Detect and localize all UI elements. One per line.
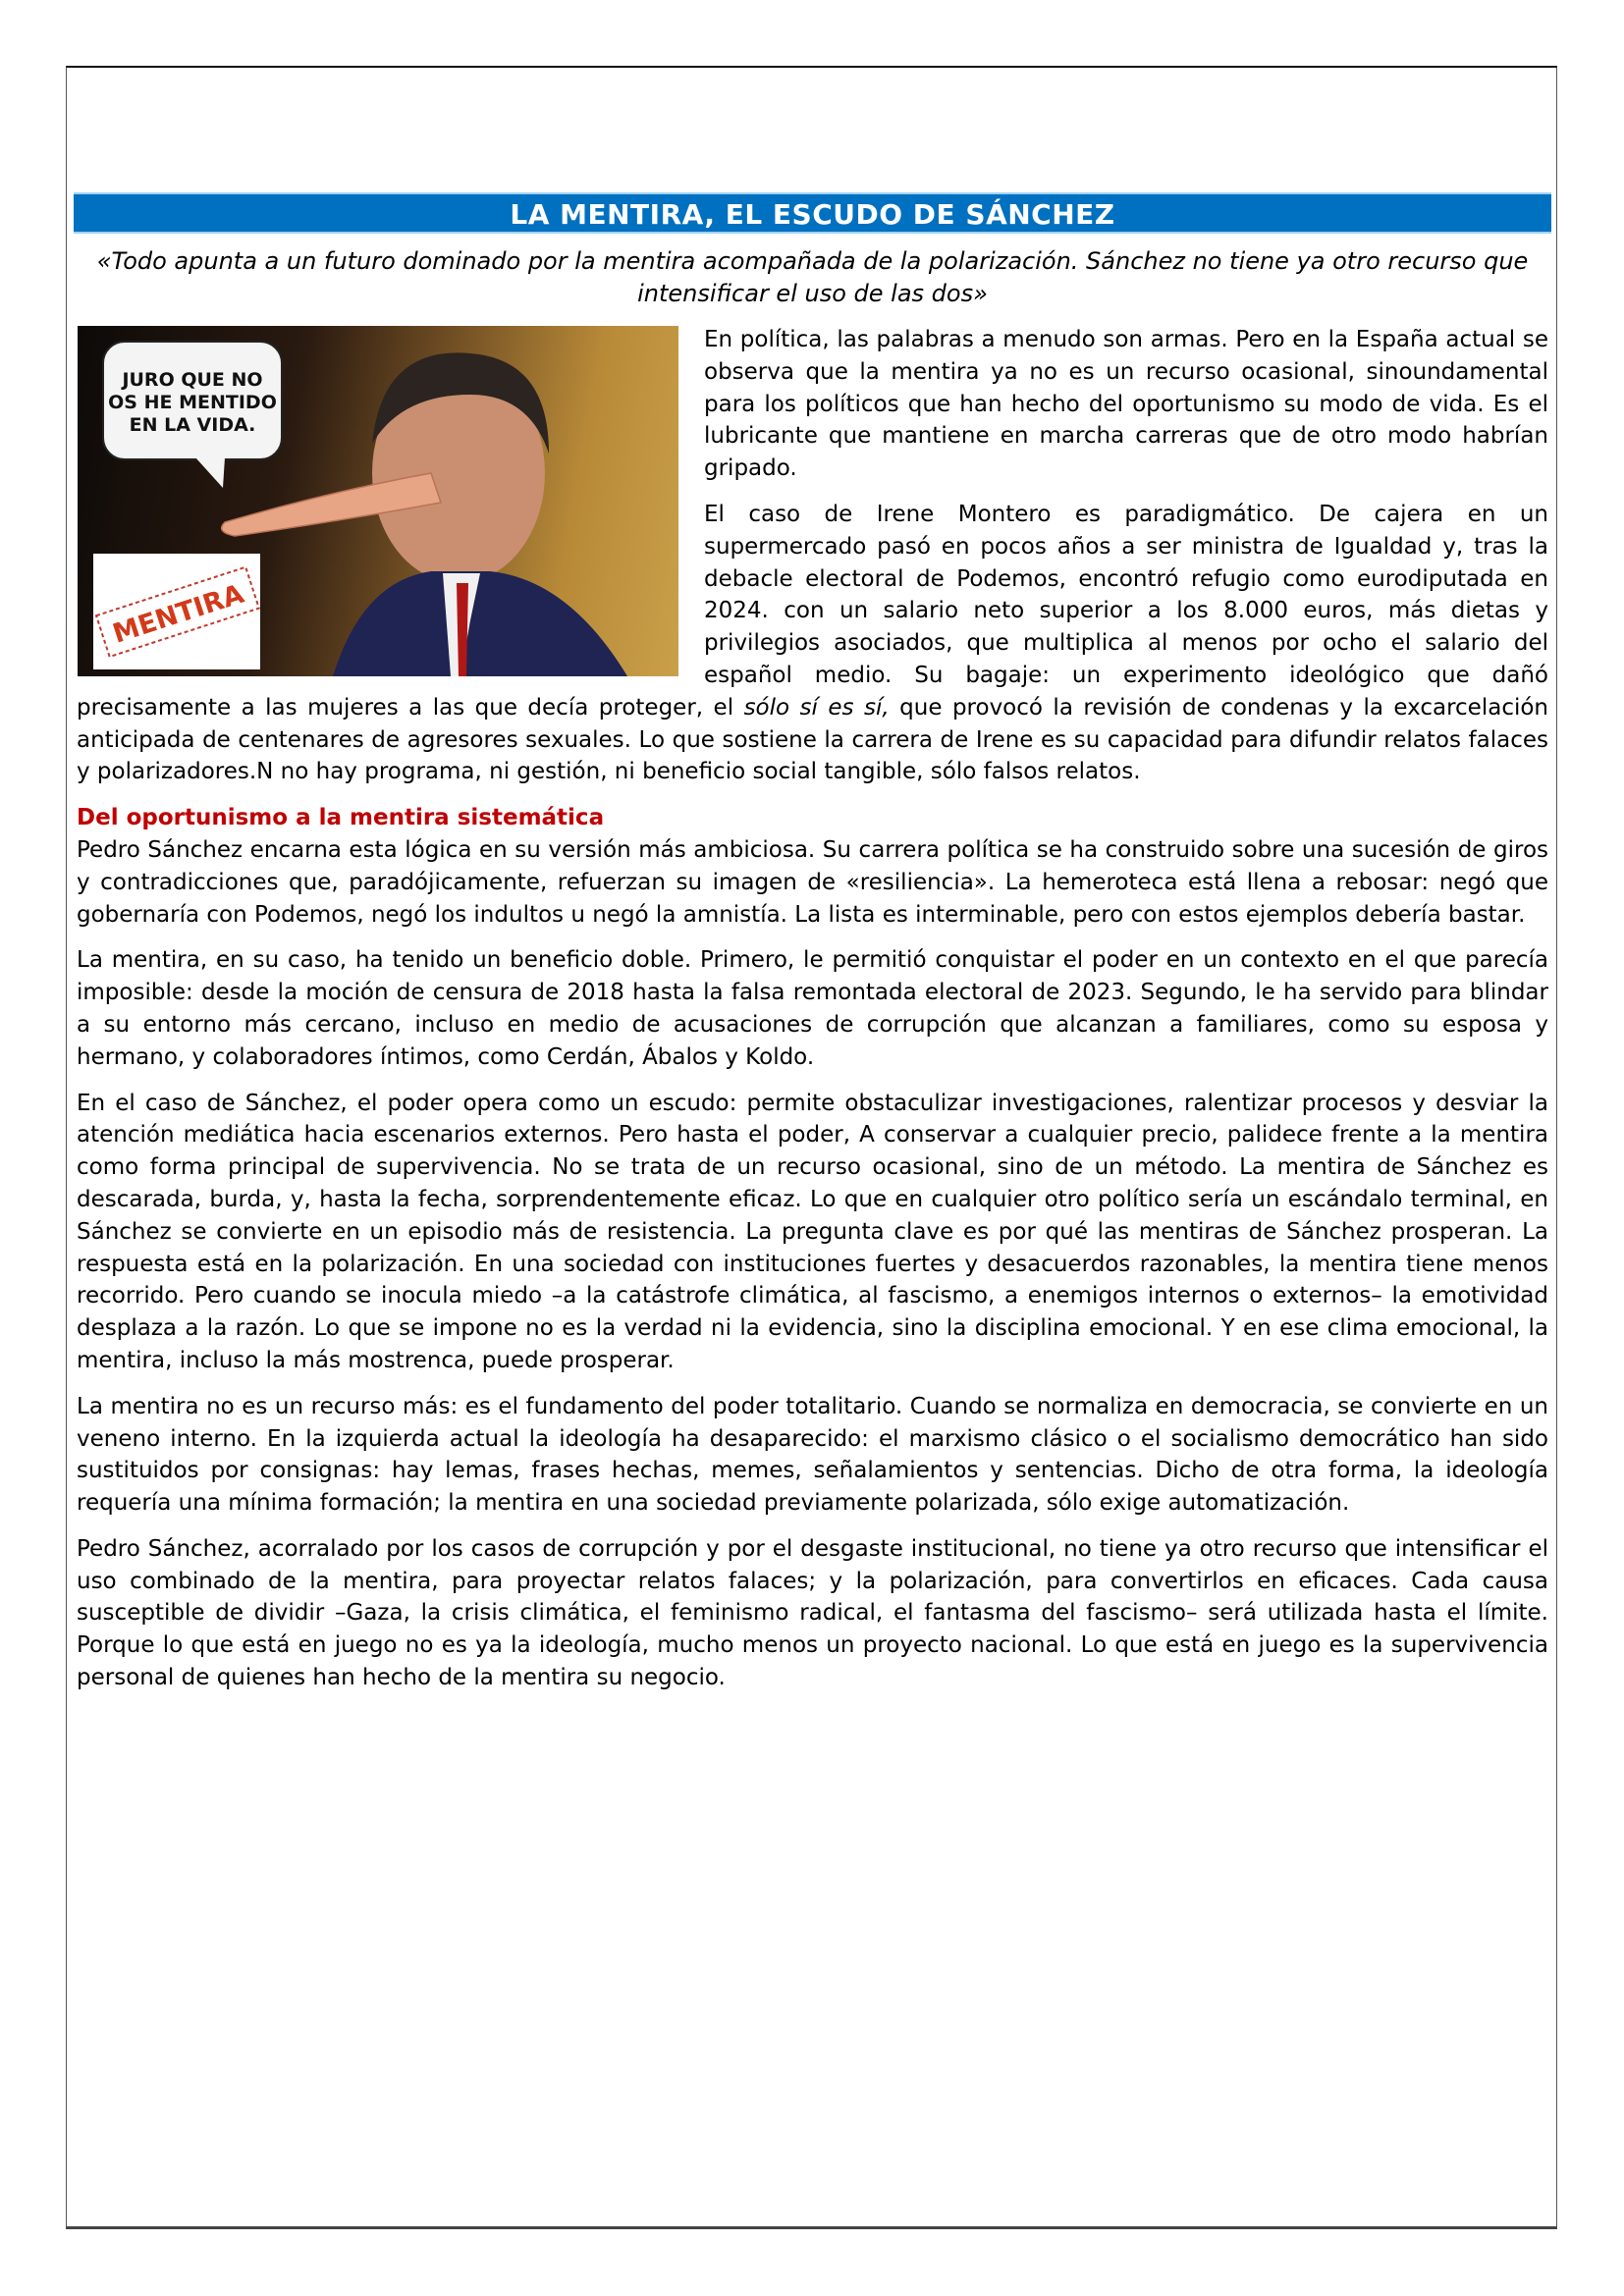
article-title: LA MENTIRA, EL ESCUDO DE SÁNCHEZ <box>74 192 1551 234</box>
paragraph-1: En política, las palabras a menudo son armas. Pero en la España actual se observa que la mentira ya no es un recurso ocasional, sinoundamental para los políticos que han hecho del oportunismo su modo de vida. Es el lubricante que mantiene en marcha carreras que de otro modo habrían gripado. <box>704 327 1548 482</box>
stamp-text: MENTIRA <box>109 578 248 650</box>
speech-line-1: JURO QUE NO <box>122 369 263 391</box>
suit <box>333 571 627 676</box>
paragraph-4: La mentira, en su caso, ha tenido un beneficio doble. Primero, le permitió conquistar el poder en un contexto en el que parecía imposible: desde la moción de censura de 2018 hasta la falsa remontada electoral de 2023. Segundo, le ha servido para blindar a su entorno más cercano, incluso en medio de acusaciones de corrupción que alcanzan a familiares, como su esposa y hermano, y colaboradores íntimos, como Cerdán, Ábalos y Koldo. <box>77 947 1548 1070</box>
paragraph-5: En el caso de Sánchez, el poder opera como un escudo: permite obstaculizar investigaciones, ralentizar procesos y desviar la atención mediática hacia escenarios externos. Pero hasta el poder, A conservar a cualquier precio, palidece frente a la mentira como forma principal de supervivencia. No se trata de un recurso ocasional, sino de un método. La mentira de Sánchez es descarada, burda, y, hasta la fecha, sorprendentemente eficaz. Lo que en cualquier otro político sería un escándalo terminal, en Sánchez se convierte en un episodio más de resistencia. La pregunta clave es por qué las mentiras de Sánchez prosperan. La respuesta está en la polarización. En una sociedad con instituciones fuertes y desacuerdos razonables, la mentira tiene menos recorrido. Pero cuando se inocula miedo –a la catástrofe climática, al fascismo, a enemigos internos o externos– la emotividad desplaza a la razón. Lo que se impone no es la verdad ni la evidencia, sino la disciplina emocional. Y en ese clima emocional, la mentira, incluso la más mostrenca, puede prosperar. <box>77 1090 1548 1373</box>
speech-bubble-tail <box>195 457 225 488</box>
caricature-illustration <box>78 326 678 676</box>
lead-quote: «Todo apunta a un futuro dominado por la mentira acompañada de la polarización. Sánchez no tiene ya otro recurso que intensificar el uso de las dos» <box>96 247 1529 307</box>
speech-line-2: OS HE MENTIDO <box>108 392 277 413</box>
paragraph-6: La mentira no es un recurso más: es el fundamento del poder totalitario. Cuando se normaliza en democracia, se convierte en un veneno interno. En la izquierda actual la ideología ha desaparecido: el marxismo clásico o el socialismo democrático han sido sustituidos por consignas: hay lemas, frases hechas, memes, señalamientos y sentencias. Dicho de otra forma, la ideología requería una mínima formación; la mentira en una sociedad previamente polarizada, sólo exige automatización. <box>77 1393 1548 1517</box>
paragraph-2-italic: sólo sí es sí, <box>743 694 890 721</box>
section-subheading: Del oportunismo a la mentira sistemática <box>77 805 605 831</box>
speech-line-3: EN LA VIDA. <box>129 414 256 436</box>
paragraph-7: Pedro Sánchez, acorralado por los casos de corrupción y por el desgaste institucional, no tiene ya otro recurso que intensificar el uso combinado de la mentira, para proyectar relatos falaces; y la polarización, para convertirlos en eficaces. Cada causa susceptible de dividir –Gaza, la crisis climática, el feminismo radical, el fantasma del fascismo– será utilizada hasta el límite. Porque lo que está en juego no es ya la ideología, mucho menos un proyecto nacional. Lo que está en juego es la supervivencia personal de quienes han hecho de la mentira su negocio. <box>77 1535 1548 1691</box>
paragraph-3: Pedro Sánchez encarna esta lógica en su versión más ambiciosa. Su carrera política se ha construido sobre una sucesión de giros y contradicciones que, paradójicamente, refuerzan su imagen de «resiliencia». La hemeroteca está llena a rebosar: negó que gobernaría con Podemos, negó los indultos u negó la amnistía. La lista es interminable, pero con estos ejemplos debería bastar. <box>77 836 1548 928</box>
paragraph-2-start: El caso de Irene Montero es paradigmático. De cajera en un supermercado pasó en pocos años a ser ministra de Igualdad y, tras la debacle electoral de Podemos, encontró refugio como eurodiputada en 2024. con un salario neto superior a los 8.000 euros, más dietas y privilegios asociados, que multiplica al menos por ocho el salario del español medio. Su bagaje: un experimento ideológico que dañó precisamente a las mujeres a las que decía proteger, el <box>77 501 1548 721</box>
tie <box>457 583 468 676</box>
article-image <box>78 326 678 676</box>
paragraph-2-end: que provocó la revisión de condenas y la excarcelación anticipada de centenares de agresores sexuales. Lo que sostiene la carrera de Irene es su capacidad para difundir relatos falaces y polarizadores.N no hay programa, ni gestión, ni beneficio social tangible, sólo falsos relatos. <box>77 694 1548 785</box>
article <box>77 192 1548 1708</box>
